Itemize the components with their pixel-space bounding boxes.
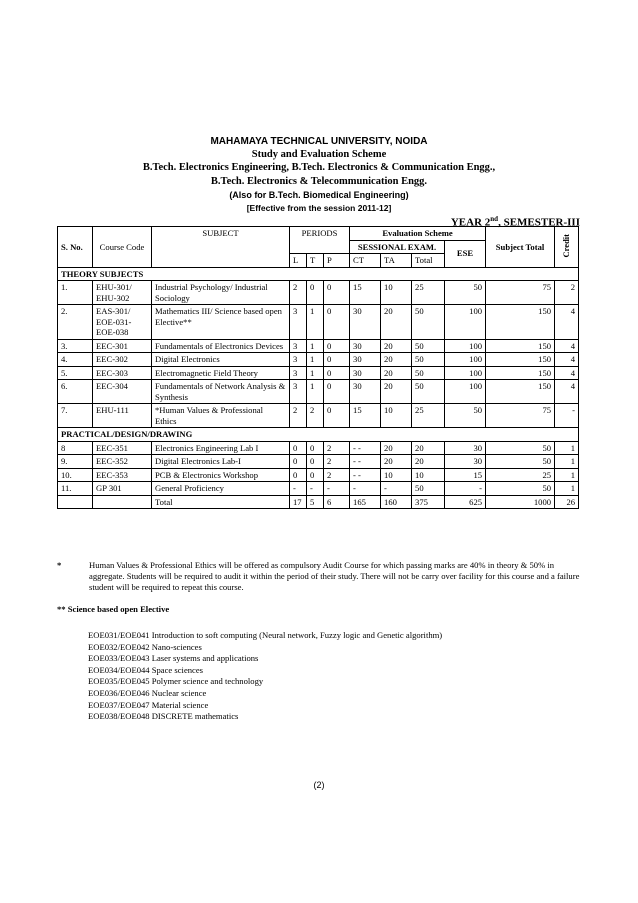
cell-ese: 50	[445, 404, 486, 428]
cell-subject: Digital Electronics	[152, 353, 290, 367]
cell-total-l: 17	[290, 495, 307, 509]
cell-ese: 100	[445, 380, 486, 404]
cell-credit: 4	[555, 353, 579, 367]
programme-line-2: B.Tech. Electronics & Telecommunication Engg.	[210, 176, 428, 187]
cell-sessional-total: 50	[412, 366, 445, 380]
cell-ta: 20	[381, 455, 412, 469]
cell-p: 0	[324, 281, 350, 305]
cell-course-code: EEC-351	[93, 441, 152, 455]
table-row	[58, 482, 579, 496]
cell-l: 0	[290, 468, 307, 482]
cell-total-p: 6	[324, 495, 350, 509]
table-row	[58, 441, 579, 455]
cell-ese: 100	[445, 366, 486, 380]
header-sno: S. No.	[58, 227, 93, 268]
cell-t: 0	[307, 281, 324, 305]
cell-ta: 20	[381, 305, 412, 340]
cell-ct: 30	[350, 305, 381, 340]
cell-ta: 20	[381, 366, 412, 380]
cell-ct: 15	[350, 281, 381, 305]
cell-t: 1	[307, 305, 324, 340]
cell-total-label: Total	[152, 495, 290, 509]
audit-course-note	[57, 560, 582, 593]
cell-sessional-total: 50	[412, 353, 445, 367]
cell-ct: - -	[350, 455, 381, 469]
header-total: Total	[412, 254, 445, 268]
cell-credit: 1	[555, 455, 579, 469]
elective-item: EOE032/EOE042 Nano-sciences	[88, 641, 202, 652]
cell-course-code: EEC-304	[93, 380, 152, 404]
cell-subject: *Human Values & Professional Ethics	[152, 404, 290, 428]
elective-item: EOE034/EOE044 Space sciences	[88, 664, 204, 675]
cell-subject-total: 50	[486, 455, 555, 469]
cell-p: -	[324, 482, 350, 496]
cell-total-ta: 160	[381, 495, 412, 509]
cell-ese: 100	[445, 353, 486, 367]
practical-section	[58, 428, 579, 442]
cell-t: 0	[307, 441, 324, 455]
header-periods: PERIODS	[290, 227, 350, 254]
scheme-title: Study and Evaluation Scheme	[251, 149, 387, 160]
cell-sessional-total: 20	[412, 455, 445, 469]
cell-sno: 9.	[58, 455, 93, 469]
cell-total-t: 5	[307, 495, 324, 509]
elective-item: EOE035/EOE045 Polymer science and technology	[88, 676, 264, 687]
cell-credit: -	[555, 404, 579, 428]
cell-ta: -	[381, 482, 412, 496]
cell-subject-total: 150	[486, 366, 555, 380]
cell-sessional-total: 50	[412, 482, 445, 496]
table-row	[58, 305, 579, 340]
cell-credit: 1	[555, 441, 579, 455]
cell-l: 3	[290, 366, 307, 380]
cell-ese: 15	[445, 468, 486, 482]
cell-sno: 7.	[58, 404, 93, 428]
cell-subject: Digital Electronics Lab-I	[152, 455, 290, 469]
cell-p: 0	[324, 339, 350, 353]
cell-sessional-total: 25	[412, 404, 445, 428]
header-t: T	[307, 254, 324, 268]
cell-course-code: GP 301	[93, 482, 152, 496]
cell-ct: - -	[350, 468, 381, 482]
cell-course-code: EEC-353	[93, 468, 152, 482]
cell-ta: 10	[381, 468, 412, 482]
table-row	[58, 353, 579, 367]
cell-ct: 30	[350, 380, 381, 404]
cell-t: -	[307, 482, 324, 496]
table-row	[58, 281, 579, 305]
cell-sno: 4.	[58, 353, 93, 367]
cell-ta: 20	[381, 441, 412, 455]
cell-l: 2	[290, 404, 307, 428]
cell-course-code: EEC-352	[93, 455, 152, 469]
cell-p: 0	[324, 305, 350, 340]
cell-ta: 10	[381, 404, 412, 428]
cell-credit: 1	[555, 468, 579, 482]
cell-ct: 30	[350, 339, 381, 353]
cell-sno: 10.	[58, 468, 93, 482]
cell-subject-total: 150	[486, 339, 555, 353]
asterisk-mark: *	[57, 560, 62, 570]
elective-item: EOE031/EOE041 Introduction to soft computing (Neural network, Fuzzy logic and Genetic algorithm)	[88, 630, 443, 640]
header-ct: CT	[350, 254, 381, 268]
cell-t: 1	[307, 353, 324, 367]
cell-total-subject: 1000	[486, 495, 555, 509]
cell-total-credit: 26	[555, 495, 579, 509]
cell-ct: 15	[350, 404, 381, 428]
table-row	[58, 455, 579, 469]
cell-subject-total: 25	[486, 468, 555, 482]
cell-credit: 2	[555, 281, 579, 305]
cell-ese: -	[445, 482, 486, 496]
cell-credit: 4	[555, 305, 579, 340]
cell-sno	[58, 495, 93, 509]
cell-total-ese: 625	[445, 495, 486, 509]
cell-course-code	[93, 495, 152, 509]
cell-subject: PCB & Electronics Workshop	[152, 468, 290, 482]
cell-subject: Electromagnetic Field Theory	[152, 366, 290, 380]
cell-p: 2	[324, 455, 350, 469]
cell-l: 3	[290, 305, 307, 340]
cell-sno: 6.	[58, 380, 93, 404]
header-ta: TA	[381, 254, 412, 268]
cell-p: 0	[324, 353, 350, 367]
header-l: L	[290, 254, 307, 268]
table-row	[58, 366, 579, 380]
cell-p: 0	[324, 404, 350, 428]
cell-subject-total: 50	[486, 441, 555, 455]
cell-ct: -	[350, 482, 381, 496]
cell-sno: 8	[58, 441, 93, 455]
cell-subject: Mathematics III/ Science based open Elective**	[152, 305, 290, 340]
cell-course-code: EEC-301	[93, 339, 152, 353]
cell-l: -	[290, 482, 307, 496]
cell-l: 0	[290, 455, 307, 469]
cell-subject-total: 50	[486, 482, 555, 496]
cell-p: 0	[324, 380, 350, 404]
cell-subject-total: 75	[486, 281, 555, 305]
cell-sessional-total: 50	[412, 305, 445, 340]
cell-subject: Fundamentals of Network Analysis & Synthesis	[152, 380, 290, 404]
elective-list	[88, 630, 442, 723]
cell-subject-total: 150	[486, 305, 555, 340]
cell-ese: 30	[445, 455, 486, 469]
cell-course-code: EEC-302	[93, 353, 152, 367]
practical-section-label: PRACTICAL/DESIGN/DRAWING	[58, 428, 579, 442]
cell-l: 3	[290, 339, 307, 353]
programme-line-1: B.Tech. Electronics Engineering, B.Tech. Electronics & Communication Engg.,	[142, 162, 496, 173]
cell-ta: 20	[381, 353, 412, 367]
cell-ese: 50	[445, 281, 486, 305]
cell-p: 2	[324, 468, 350, 482]
cell-credit: 4	[555, 366, 579, 380]
cell-sessional-total: 50	[412, 380, 445, 404]
cell-ese: 100	[445, 305, 486, 340]
cell-sessional-total: 10	[412, 468, 445, 482]
elective-item: EOE038/EOE048 DISCRETE mathematics	[88, 711, 239, 722]
cell-t: 1	[307, 380, 324, 404]
cell-credit: 4	[555, 339, 579, 353]
cell-t: 2	[307, 404, 324, 428]
cell-sno: 5.	[58, 366, 93, 380]
cell-course-code: EHU-111	[93, 404, 152, 428]
cell-t: 1	[307, 366, 324, 380]
cell-sessional-total: 20	[412, 441, 445, 455]
cell-sessional-total: 25	[412, 281, 445, 305]
theory-section	[58, 267, 579, 281]
cell-t: 0	[307, 455, 324, 469]
audit-note-text: Human Values & Professional Ethics will be offered as compulsory Audit Course for which passing marks are 40% in theory & 50% in aggregate. Students will be required to audit it within the period of their study. There will not be carry over facility for this course and a failure student will be required to repeat this course.	[89, 560, 580, 592]
table-row	[58, 380, 579, 404]
also-for-note: (Also for B.Tech. Biomedical Engineering)	[229, 190, 409, 200]
cell-sno: 11.	[58, 482, 93, 496]
header-course-code: Course Code	[93, 227, 152, 268]
cell-total-total: 375	[412, 495, 445, 509]
header-ese: ESE	[445, 240, 486, 267]
cell-total-ct: 165	[350, 495, 381, 509]
cell-l: 3	[290, 353, 307, 367]
cell-subject: General Proficiency	[152, 482, 290, 496]
cell-course-code: EAS-301/ EOE-031- EOE-038	[93, 305, 152, 340]
table-row	[58, 404, 579, 428]
cell-ese: 100	[445, 339, 486, 353]
header-sessional-exam: SESSIONAL EXAM.	[350, 240, 445, 254]
header-credit: Credit	[555, 227, 579, 268]
cell-ese: 30	[445, 441, 486, 455]
elective-item: EOE036/EOE046 Nuclear science	[88, 687, 207, 698]
cell-subject: Electronics Engineering Lab I	[152, 441, 290, 455]
cell-sessional-total: 50	[412, 339, 445, 353]
cell-credit: 1	[555, 482, 579, 496]
cell-sno: 3.	[58, 339, 93, 353]
effective-session: [Effective from the session 2011-12]	[246, 203, 392, 213]
elective-item: EOE033/EOE043 Laser systems and applications	[88, 653, 259, 664]
header-subject: SUBJECT	[152, 227, 290, 268]
header-subject-total: Subject Total	[486, 227, 555, 268]
total-row	[58, 495, 579, 509]
cell-ta: 10	[381, 281, 412, 305]
cell-sno: 2.	[58, 305, 93, 340]
elective-item: EOE037/EOE047 Material science	[88, 699, 209, 710]
theory-section-label: THEORY SUBJECTS	[58, 267, 579, 281]
cell-ta: 20	[381, 380, 412, 404]
header-p: P	[324, 254, 350, 268]
header-evaluation-scheme: Evaluation Scheme	[350, 227, 486, 241]
cell-l: 3	[290, 380, 307, 404]
cell-sno: 1.	[58, 281, 93, 305]
cell-credit: 4	[555, 380, 579, 404]
cell-ct: 30	[350, 366, 381, 380]
cell-t: 0	[307, 468, 324, 482]
cell-subject: Fundamentals of Electronics Devices	[152, 339, 290, 353]
university-name: MAHAMAYA TECHNICAL UNIVERSITY, NOIDA	[210, 136, 428, 147]
cell-subject: Industrial Psychology/ Industrial Sociology	[152, 281, 290, 305]
cell-p: 0	[324, 366, 350, 380]
cell-course-code: EEC-303	[93, 366, 152, 380]
table-row	[58, 339, 579, 353]
cell-ta: 20	[381, 339, 412, 353]
page-number: (2)	[313, 780, 325, 790]
cell-subject-total: 75	[486, 404, 555, 428]
cell-ct: - -	[350, 441, 381, 455]
cell-subject-total: 150	[486, 353, 555, 367]
cell-ct: 30	[350, 353, 381, 367]
cell-p: 2	[324, 441, 350, 455]
cell-course-code: EHU-301/ EHU-302	[93, 281, 152, 305]
cell-l: 2	[290, 281, 307, 305]
year-semester-label: YEAR 2nd, SEMESTER-III	[450, 215, 580, 229]
scheme-table	[57, 226, 579, 509]
cell-t: 1	[307, 339, 324, 353]
table-row	[58, 468, 579, 482]
elective-title: ** Science based open Elective	[57, 604, 170, 614]
cell-l: 0	[290, 441, 307, 455]
cell-subject-total: 150	[486, 380, 555, 404]
